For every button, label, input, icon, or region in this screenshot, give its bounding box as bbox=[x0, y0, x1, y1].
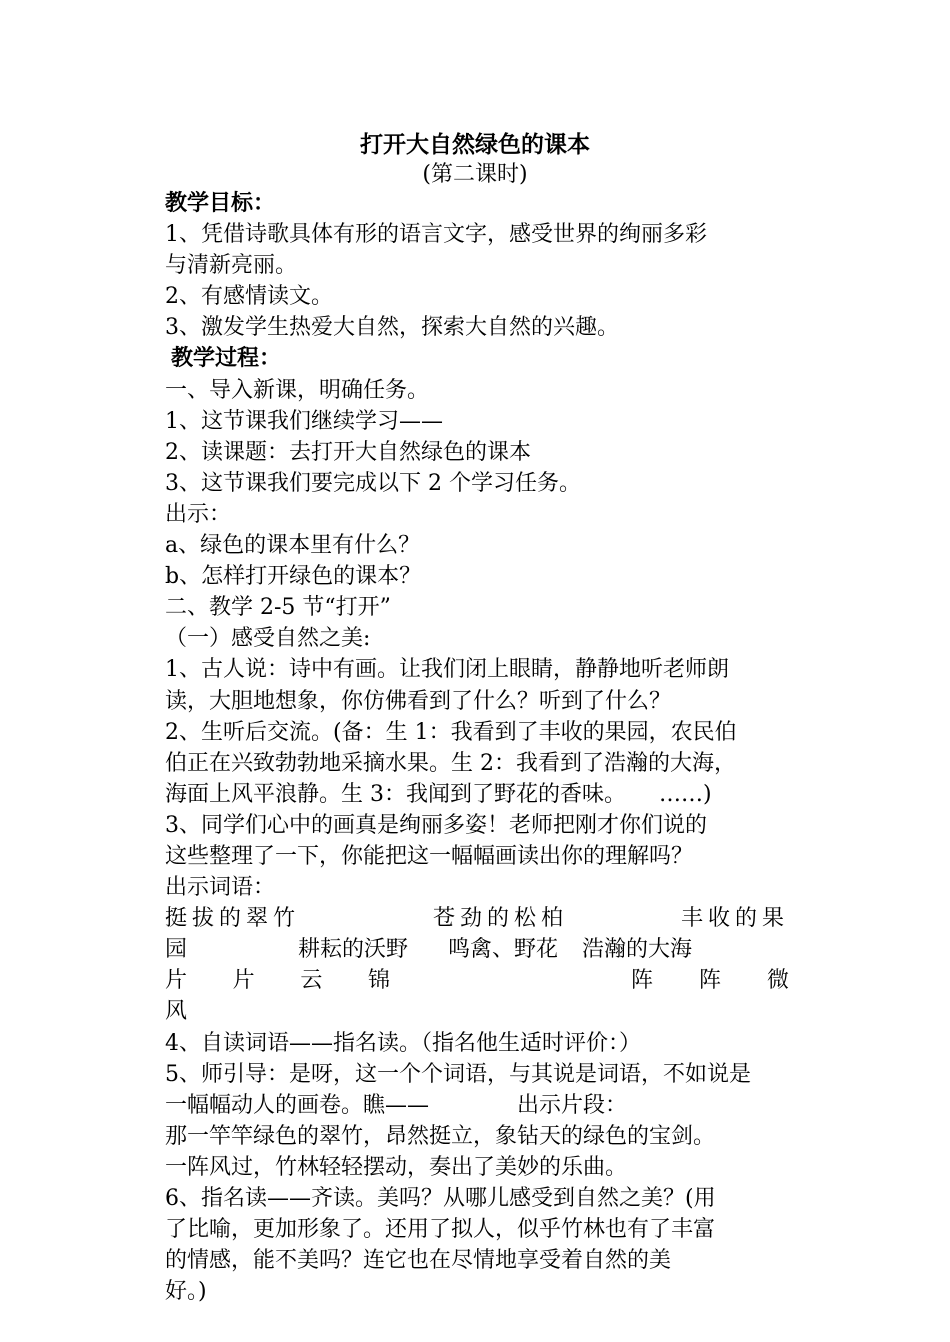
word-gap bbox=[390, 965, 631, 996]
words-row-2 bbox=[165, 934, 789, 965]
part-2-item-6-line-1: 6、指名读——齐读。美吗？从哪儿感受到自然之美？(用 bbox=[165, 1186, 716, 1211]
part-2-item-6-line-3: 的情感，能不美吗？连它也在尽情地享受着自然的美 bbox=[165, 1248, 672, 1274]
show-words-label: 出示词语： bbox=[165, 875, 276, 901]
part-1-item-2: 2、读课题：去打开大自然绿色的课本 bbox=[165, 439, 531, 465]
part-2-item-2-line-2: 伯正在兴致勃勃地采摘水果。生 2：我看到了浩瀚的大海， bbox=[165, 750, 736, 776]
part-2-item-3-line-1: 3、同学们心中的画真是绚丽多姿！老师把刚才你们说的 bbox=[165, 812, 707, 838]
words-row-3 bbox=[165, 965, 789, 996]
part-2-item-6-line-4: 好。) bbox=[165, 1279, 207, 1305]
passage-line-1: 那一竿竿绿色的翠竹，昂然挺立，象钻天的绿色的宝剑。 bbox=[165, 1123, 716, 1149]
word-10: 风 bbox=[165, 999, 188, 1025]
word-8-char: 云 bbox=[300, 968, 323, 994]
goals-heading: 教学目标： bbox=[165, 190, 276, 216]
part-2-item-2-line-3: 海面上风平浪静。生 3：我闻到了野花的香味。 ……) bbox=[165, 781, 712, 807]
word-8 bbox=[165, 965, 390, 996]
part-2-item-5-line-2: 一幅幅动人的画卷。瞧—— 出示片段： bbox=[165, 1092, 628, 1118]
goal-1-line-2: 与清新亮丽。 bbox=[165, 253, 298, 279]
part-2-item-2-line-1: 2、生听后交流。(备：生 1：我看到了丰收的果园，农民伯 bbox=[165, 719, 737, 745]
process-heading: 教学过程： bbox=[171, 345, 282, 372]
word-9 bbox=[631, 965, 789, 996]
word-3: 丰收的果 bbox=[680, 906, 789, 932]
word-2: 苍劲的松柏 bbox=[433, 906, 569, 932]
show-label: 出示： bbox=[165, 501, 232, 527]
sub-heading-1: （一）感受自然之美: bbox=[165, 626, 371, 652]
document-body bbox=[165, 188, 789, 1307]
goal-1-line-1: 1、凭借诗歌具体有形的语言文字，感受世界的绚丽多彩 bbox=[165, 222, 707, 248]
part-1-heading: 一、导入新课，明确任务。 bbox=[165, 377, 430, 403]
word-9-char: 微 bbox=[766, 968, 789, 994]
word-8-char: 锦 bbox=[367, 968, 390, 994]
part-2-item-3-line-2: 这些整理了一下，你能把这一幅幅画读出你的理解吗？ bbox=[165, 843, 694, 869]
goal-3: 3、激发学生热爱大自然，探索大自然的兴趣。 bbox=[165, 315, 619, 341]
part-2-item-6-line-2: 了比喻，更加形象了。还用了拟人，似乎竹林也有了丰富 bbox=[165, 1217, 716, 1243]
task-b: b、怎样打开绿色的课本？ bbox=[165, 564, 422, 590]
part-2-item-1-line-2: 读，大胆地想象，你仿佛看到了什么？听到了什么？ bbox=[165, 688, 672, 714]
part-2-item-5-line-1: 5、师引导：是呀，这一个个词语，与其说是词语，不如说是 bbox=[165, 1061, 751, 1087]
passage-line-2: 一阵风过，竹林轻轻摆动，奏出了美妙的乐曲。 bbox=[165, 1154, 628, 1180]
word-9-char: 阵 bbox=[698, 968, 721, 994]
word-4: 园 bbox=[165, 937, 188, 963]
word-6: 鸣禽、野花 bbox=[448, 937, 559, 963]
part-2-heading: 二、教学 2-5 节“打开” bbox=[165, 595, 391, 621]
part-2-item-1-line-1: 1、古人说：诗中有画。让我们闭上眼睛，静静地听老师朗 bbox=[165, 657, 729, 683]
word-9-char: 阵 bbox=[631, 968, 654, 994]
words-row-1 bbox=[165, 903, 789, 934]
word-1: 挺拔的翠竹 bbox=[165, 906, 301, 932]
word-8-char: 片 bbox=[232, 968, 255, 994]
word-5: 耕耘的沃野 bbox=[298, 937, 409, 963]
word-7: 浩瀚的大海 bbox=[582, 937, 693, 963]
word-8-char: 片 bbox=[165, 968, 188, 994]
document-subtitle: (第二课时) bbox=[422, 162, 528, 187]
part-1-item-1: 1、这节课我们继续学习—— bbox=[165, 408, 443, 434]
document-title: 打开大自然绿色的课本 bbox=[360, 131, 590, 158]
task-a: a、绿色的课本里有什么？ bbox=[165, 533, 421, 559]
part-1-item-3: 3、这节课我们要完成以下 2 个学习任务。 bbox=[165, 470, 581, 496]
goal-2: 2、有感情读文。 bbox=[165, 284, 333, 310]
part-2-item-4: 4、自读词语——指名读。（指名他生适时评价：） bbox=[165, 1030, 641, 1056]
